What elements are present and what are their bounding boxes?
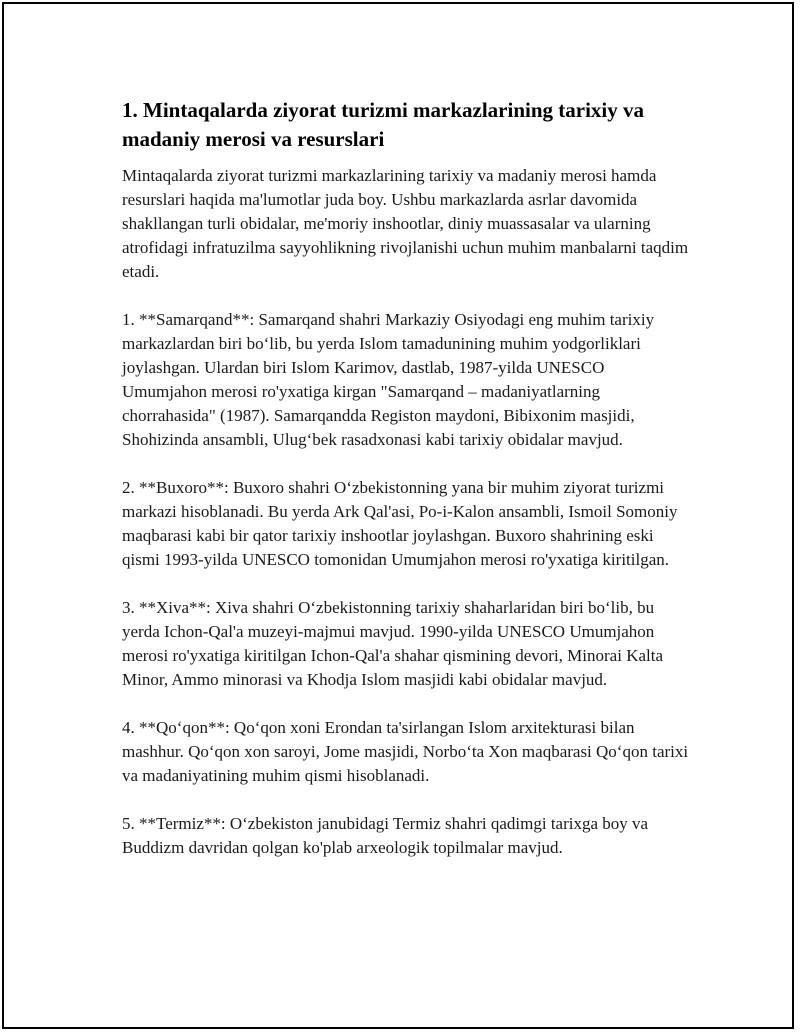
page-frame [2, 2, 794, 1029]
document-body [122, 96, 692, 884]
paragraph-samarqand: 1. **Samarqand**: Samarqand shahri Markaziy Osiyodagi eng muhim tarixiy markazlardan biri bo‘lib, bu yerda Islom tamadunining muhim yodgorliklari joylashgan. Ulardan biri Islom Karimov, dastlab, 1987-yilda UNESCO Umumjahon merosi ro'yxatiga kirgan "Samarqand – madaniyatlarning chorrahasida" (1987). Samarqandda Registon maydoni, Bibixonim masjidi, Shohizinda ansambli, Ulug‘bek rasadxonasi kabi tarixiy obidalar mavjud. [122, 310, 655, 449]
paragraph-qoqon: 4. **Qo‘qon**: Qo‘qon xoni Erondan ta'sirlangan Islom arxitekturasi bilan mashhur. Qo‘qon xon saroyi, Jome masjidi, Norbo‘ta Xon maqbarasi Qo‘qon tarixi va madaniyatining muhim qismi hisoblanadi. [122, 718, 689, 785]
paragraph-xiva: 3. **Xiva**: Xiva shahri O‘zbekistonning tarixiy shaharlaridan biri bo‘lib, bu yerda Ichon-Qal'a muzeyi-majmui mavjud. 1990-yilda UNESCO Umumjahon merosi ro'yxatiga kiritilgan Ichon-Qal'a shahar qismining devori, Minorai Kalta Minor, Ammo minorasi va Khodja Islom masjidi kabi obidalar mavjud. [122, 598, 664, 689]
paragraph-termiz: 5. **Termiz**: O‘zbekiston janubidagi Termiz shahri qadimgi tarixga boy va Buddizm davridan qolgan ko'plab arxeologik topilmalar mavjud. [122, 814, 649, 857]
paragraph-buxoro: 2. **Buxoro**: Buxoro shahri O‘zbekistonning yana bir muhim ziyorat turizmi markazi hisoblanadi. Bu yerda Ark Qal'asi, Po-i-Kalon ansambli, Ismoil Somoniy maqbarasi kabi bir qator tarixiy inshootlar joylashgan. Buxoro shahrining eski qismi 1993-yilda UNESCO tomonidan Umumjahon merosi ro'yxatiga kiritilgan. [122, 478, 678, 569]
document-title: 1. Mintaqalarda ziyorat turizmi markazlarining tarixiy va madaniy merosi va resurslari [122, 98, 645, 151]
intro-paragraph: Mintaqalarda ziyorat turizmi markazlarining tarixiy va madaniy merosi hamda resurslari haqida ma'lumotlar juda boy. Ushbu markazlarda asrlar davomida shakllangan turli obidalar, me'moriy inshootlar, diniy muassasalar va ularning atrofidagi infratuzilma sayyohlikning rivojlanishi uchun muhim manbalarni taqdim etadi. [122, 166, 689, 281]
